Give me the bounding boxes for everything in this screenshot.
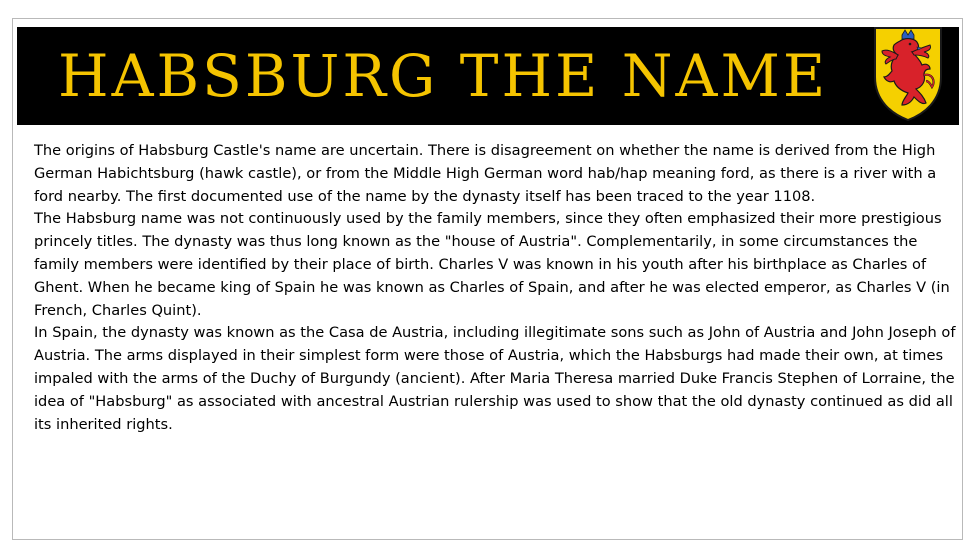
paragraph-family-usage: The Habsburg name was not continuously used by the family members, since they often emphasized their more prestigious princely titles. The dynasty was thus long known as the "house of Austria". Complementarily, in some circumstances the family members were identified by their place of birth. Charles V was known in his youth after his birthplace as Charles of Ghent. When he became king of Spain he was known as Charles of Spain, and after he was elected emperor, as Charles V (in French, Charles Quint).	[34, 210, 950, 319]
habsburg-lion-shield-icon	[872, 25, 944, 122]
body-text	[34, 140, 962, 436]
slide-title: HABSBURG THE NAME	[58, 42, 829, 110]
paragraph-spain: In Spain, the dynasty was known as the Casa de Austria, including illegitimate sons such as John of Austria and John Joseph of Austria. The arms displayed in their simplest form were those of Austria, which the Habsburgs had made their own, at times impaled with the arms of the Duchy of Burgundy (ancient). After Maria Theresa married Duke Francis Stephen of Lorraine, the idea of "Habsburg" as associated with ancestral Austrian rulership was used to show that the old dynasty continued as did all its inherited rights.	[34, 324, 956, 433]
paragraph-origins: The origins of Habsburg Castle's name are uncertain. There is disagreement on whether the name is derived from the High German Habichtsburg (hawk castle), or from the Middle High German word hab/hap meaning ford, as there is a river with a ford nearby. The first documented use of the name by the dynasty itself has been traced to the year 1108.	[34, 142, 937, 205]
